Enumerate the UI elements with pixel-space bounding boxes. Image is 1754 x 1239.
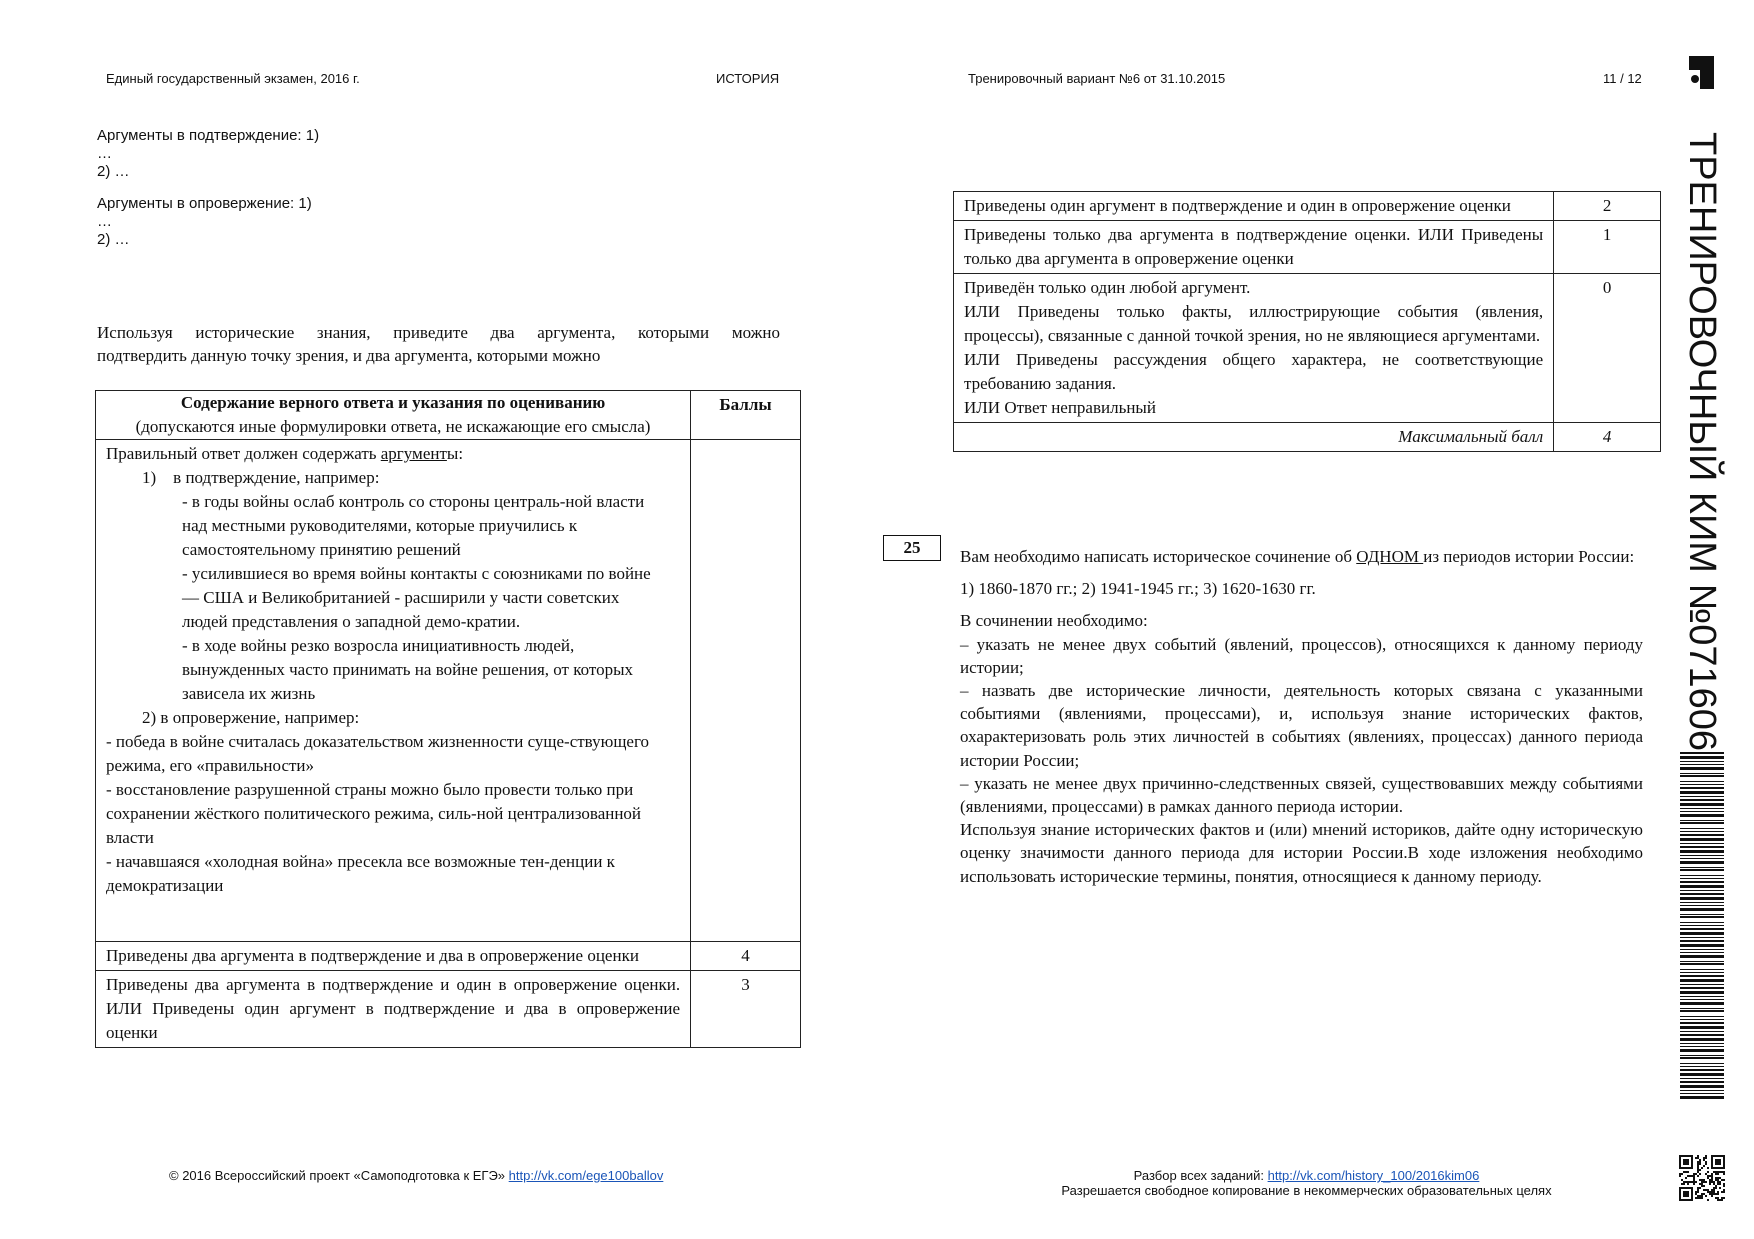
criteria-table-right bbox=[953, 191, 1661, 452]
answer-template bbox=[97, 127, 319, 249]
table-row bbox=[96, 942, 801, 971]
ellipsis: … bbox=[97, 213, 112, 230]
criterion-points: 4 bbox=[691, 942, 801, 971]
confirm-items bbox=[106, 490, 680, 706]
header-exam-title: Единый государственный экзамен, 2016 г. bbox=[106, 71, 360, 86]
vertical-kim-title: ТРЕНИРОВОЧНЫЙ КИМ №071606 bbox=[1681, 132, 1723, 752]
task-number-box: 25 bbox=[883, 535, 941, 561]
max-score-value: 4 bbox=[1554, 423, 1661, 452]
list-item: - в ходе войны резко возросла инициативность людей, вынужденных часто принимать на войне решения, от которых зависела их жизнь bbox=[182, 636, 634, 703]
criterion-points: 3 bbox=[691, 971, 801, 1048]
answer-points-cell bbox=[691, 440, 801, 942]
refute-template-label: Аргументы в опровержение: 1) bbox=[97, 195, 312, 212]
ellipsis: … bbox=[97, 145, 112, 162]
task-instruction bbox=[97, 321, 780, 367]
criterion-text: Приведены два аргумента в подтверждение и один в опровержение оценки. ИЛИ Приведены один аргумент в подтверждение и два в опровержение оценки bbox=[96, 971, 691, 1048]
criterion-line: ИЛИ Приведены только факты, иллюстрирующие события (явления, процессы), связанные с данной точкой зрения, но не являющиеся аргументами. bbox=[964, 302, 1544, 345]
criterion-line: Приведён только один любой аргумент. bbox=[964, 278, 1251, 297]
criterion-points: 0 bbox=[1554, 274, 1661, 423]
max-score-label: Максимальный балл bbox=[954, 423, 1554, 452]
header-variant: Тренировочный вариант №6 от 31.10.2015 bbox=[968, 71, 1226, 86]
list-item: - победа в войне считалась доказательством жизненности суще-ствующего режима, его «правильности» bbox=[106, 732, 650, 775]
review-label: Разбор всех заданий: bbox=[1133, 1168, 1264, 1183]
list-item: - в годы войны ослаб контроль со стороны централь-ной власти над местными руководителями, которые приучились к самостоятельному принятию решений bbox=[182, 492, 645, 559]
table-row bbox=[954, 192, 1661, 221]
criterion-line: ИЛИ Приведены рассуждения общего характера, не соответствующие требованию задания. bbox=[964, 350, 1544, 393]
task25-requirement: – назвать две исторические личности, деятельность которых связана с указанными событиями (явлениями, процессами), и, используя знание исторических фактов, охарактеризовать роль этих личностей в событиях (явлениях, процессах) данного периода истории России; bbox=[960, 681, 1643, 770]
refute-items bbox=[106, 730, 680, 898]
criteria-header-cell bbox=[96, 391, 691, 440]
review-link[interactable]: http://vk.com/history_100/2016kim06 bbox=[1267, 1168, 1480, 1183]
header-subject: ИСТОРИЯ bbox=[716, 71, 780, 86]
task25-need: В сочинении необходимо: bbox=[960, 611, 1148, 631]
copyright-text: © 2016 Всероссийский проект «Самоподготовка к ЕГЭ» bbox=[169, 1168, 506, 1183]
criterion-text: Приведены один аргумент в подтверждение и один в опровержение оценки bbox=[954, 192, 1554, 221]
list-item: - восстановление разрушенной страны можно было провести только при сохранении жёсткого политического режима, силь-ной централизованной власти bbox=[106, 780, 642, 847]
criteria-header-note: (допускаются иные формулировки ответа, не искажающие его смысла) bbox=[135, 417, 651, 436]
answer-content-cell bbox=[96, 440, 691, 942]
copyright-link[interactable]: http://vk.com/ege100ballov bbox=[508, 1168, 664, 1183]
points-header: Баллы bbox=[719, 395, 772, 414]
license-text: Разрешается свободное копирование в некоммерческих образовательных целях bbox=[1061, 1183, 1552, 1198]
criterion-points: 1 bbox=[1554, 221, 1661, 274]
criterion-points: 2 bbox=[1554, 192, 1661, 221]
task25-intro-suffix: из периодов истории России: bbox=[1423, 547, 1635, 566]
list-item: - начавшаяся «холодная война» пресекла все возможные тен-денции к демократизации bbox=[106, 852, 615, 895]
confirm-num: 1) bbox=[142, 468, 157, 487]
template-item-2: 2) … bbox=[97, 163, 130, 180]
task25-periods: 1) 1860-1870 гг.; 2) 1941-1945 гг.; 3) 1620-1630 гг. bbox=[960, 579, 1316, 599]
task25-closing: Используя знание исторических фактов и (или) мнений историков, дайте одну историческую оценку значимости данного периода для истории России.В ходе изложения необходимо использовать исторические термины, понятия, относящиеся к данному периоду. bbox=[960, 820, 1643, 886]
task25-text bbox=[960, 545, 1643, 888]
intro-text: Правильный ответ должен содержать bbox=[106, 444, 381, 463]
table-row bbox=[96, 971, 801, 1048]
template-item-2: 2) … bbox=[97, 231, 130, 248]
qr-code-icon bbox=[1679, 1155, 1725, 1201]
footer-right bbox=[1030, 1168, 1583, 1198]
list-item: - усилившиеся во время войны контакты с союзниками по войне — США и Великобританией - расширили у части советских людей представления о западной демо-кратии. bbox=[182, 564, 651, 631]
task25-intro-text: Вам необходимо написать историческое сочинение об bbox=[960, 547, 1357, 566]
table-row bbox=[954, 221, 1661, 274]
task25-intro bbox=[960, 545, 1643, 568]
corner-logo-icon bbox=[1689, 56, 1714, 89]
confirm-template-label: Аргументы в подтверждение: 1) bbox=[97, 127, 320, 144]
intro-suffix: ы: bbox=[446, 444, 464, 463]
confirm-label: в подтверждение, например: bbox=[173, 468, 380, 487]
answer-content-row bbox=[96, 440, 801, 942]
criteria-table-left bbox=[95, 390, 801, 1048]
review-line bbox=[1030, 1168, 1583, 1183]
criterion-text: Приведены только два аргумента в подтверждение оценки. ИЛИ Приведены только два аргумента в опровержение оценки bbox=[954, 221, 1554, 274]
barcode-icon bbox=[1680, 752, 1724, 1100]
footer-copyright bbox=[169, 1168, 663, 1183]
criterion-text-zero bbox=[954, 274, 1554, 423]
criterion-text: Приведены два аргумента в подтверждение и два в опровержение оценки bbox=[96, 942, 691, 971]
points-header-cell bbox=[691, 391, 801, 440]
max-score-row bbox=[954, 423, 1661, 452]
intro-underlined: аргумент bbox=[380, 444, 447, 463]
criterion-line: ИЛИ Ответ неправильный bbox=[964, 398, 1156, 417]
task25-requirement: – указать не менее двух событий (явлений, процессов), относящихся к данному периоду истории; bbox=[960, 634, 1643, 677]
refute-heading: 2) в опровержение, например: bbox=[142, 708, 360, 727]
instruction-line: подтвердить данную точку зрения, и два аргумента, которыми можно bbox=[97, 346, 601, 365]
task25-requirement: – указать не менее двух причинно-следственных связей, существовавших между событиями (явлениями, процессами) в рамках данного периода истории. bbox=[960, 773, 1643, 817]
header-page-number: 11 / 12 bbox=[1603, 71, 1642, 86]
answer-intro bbox=[106, 442, 680, 466]
criteria-header-title: Содержание верного ответа и указания по оцениванию bbox=[180, 393, 606, 412]
table-header-row bbox=[96, 391, 801, 440]
table-row bbox=[954, 274, 1661, 423]
instruction-line: Используя исторические знания, приведите два аргумента, которыми можно bbox=[97, 323, 780, 342]
task25-intro-underlined: ОДНОМ bbox=[1356, 547, 1424, 566]
confirm-heading bbox=[106, 466, 680, 490]
